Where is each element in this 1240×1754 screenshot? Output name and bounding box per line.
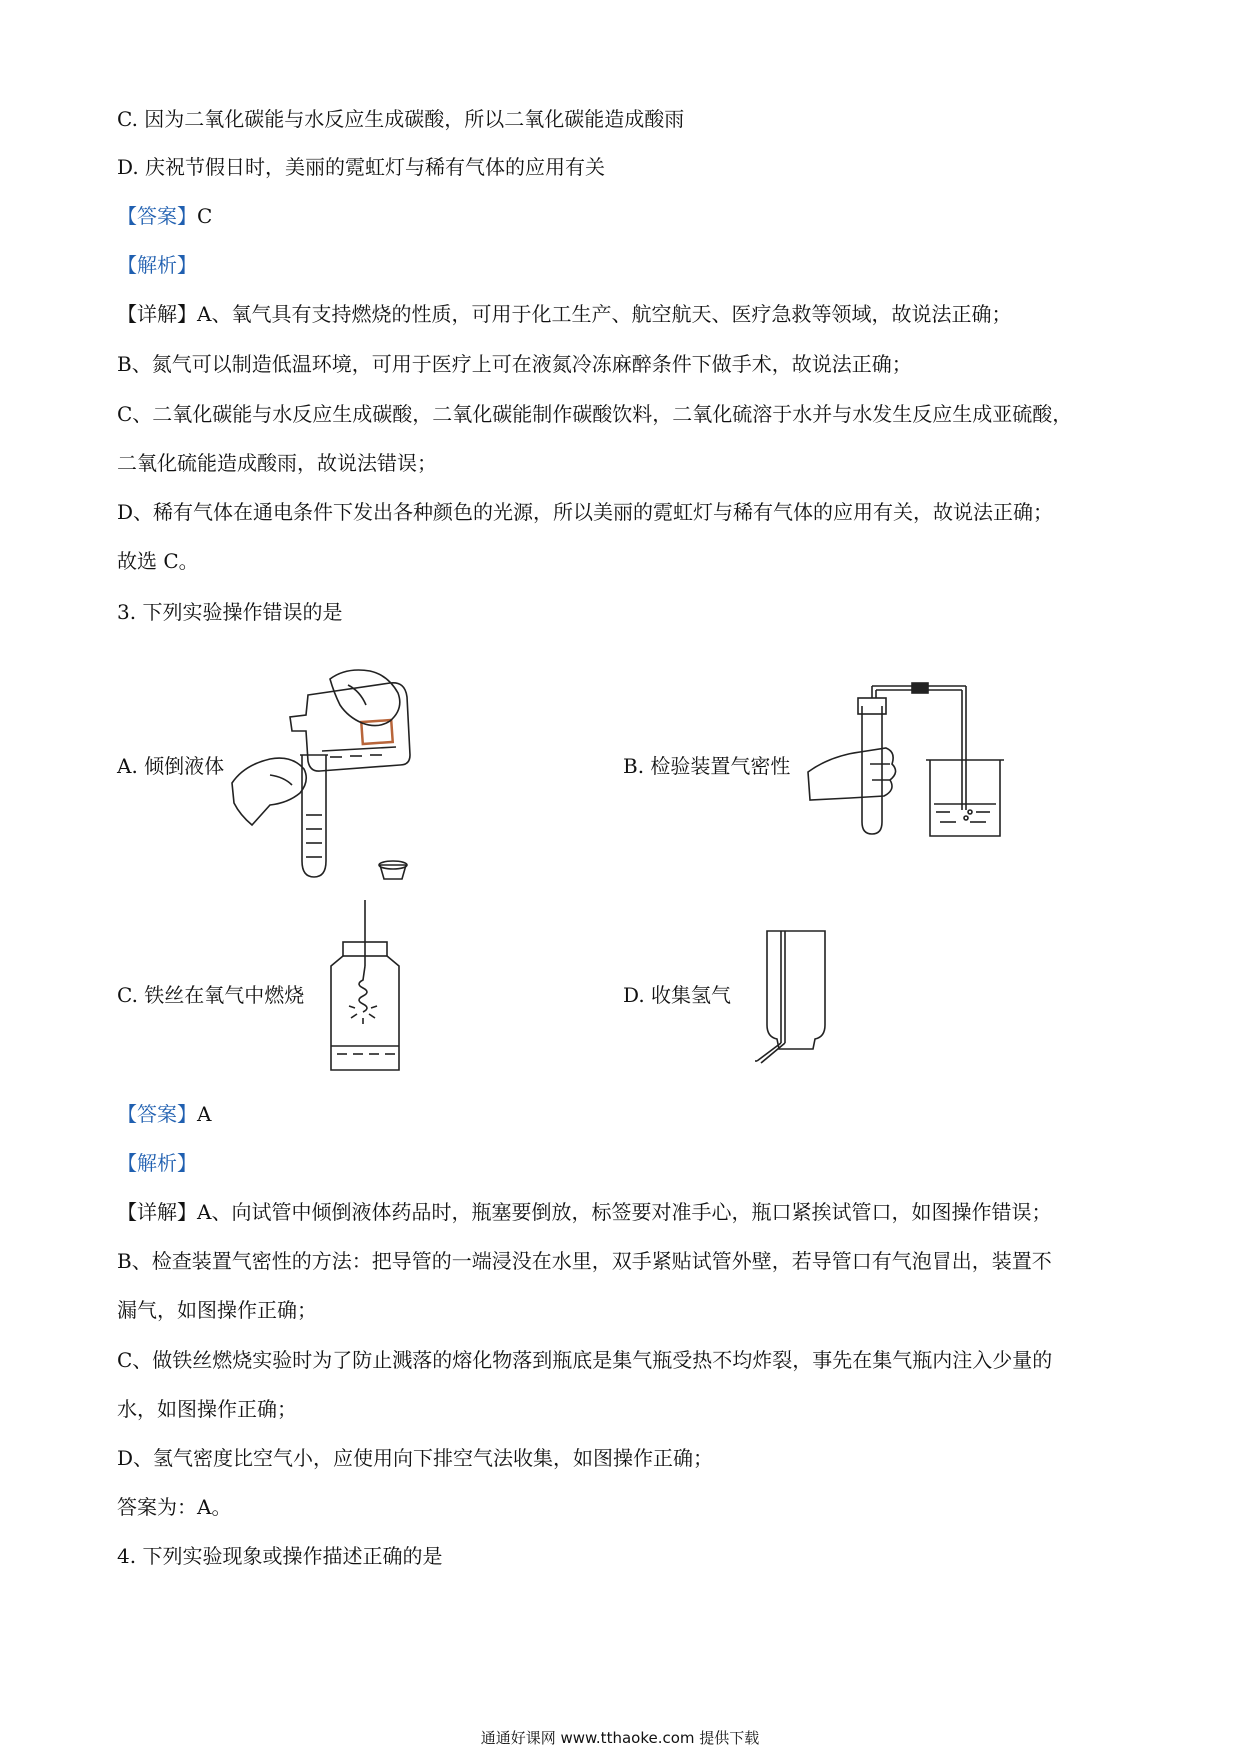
q2-option-c: C. 因为二氧化碳能与水反应生成碳酸，所以二氧化碳能造成酸雨	[117, 107, 685, 131]
detail-label: 【详解】	[117, 302, 197, 326]
detail-text: A、氧气具有支持燃烧的性质，可用于化工生产、航空航天、医疗急救等领域，故说法正确；	[197, 302, 1012, 326]
answer-label: 【答案】	[117, 1102, 197, 1126]
q3-answer	[117, 1100, 211, 1128]
q3-detail-c2: 水，如图操作正确；	[117, 1397, 297, 1421]
collecting-hydrogen-figure	[755, 925, 835, 1065]
q4-stem: 4. 下列实验现象或操作描述正确的是	[117, 1544, 443, 1568]
q3-option-d: D. 收集氢气	[623, 983, 732, 1007]
q3-analysis-label: 【解析】	[117, 1151, 197, 1175]
q3-option-b: B. 检验装置气密性	[623, 754, 791, 778]
answer-value: A	[197, 1102, 212, 1126]
q2-detail-b: B、氮气可以制造低温环境，可用于医疗上可在液氮冷冻麻醉条件下做手术，故说法正确；	[117, 352, 912, 376]
q2-detail-c2: 二氧化硫能造成酸雨，故说法错误；	[117, 451, 437, 475]
detail-text: A、向试管中倾倒液体药品时，瓶塞要倒放，标签要对准手心，瓶口紧挨试管口，如图操作错误；	[197, 1200, 1052, 1224]
q2-detail-a	[117, 300, 1011, 328]
q3-detail-c1: C、做铁丝燃烧实验时为了防止溅落的熔化物落到瓶底是集气瓶受热不均炸裂，事先在集气瓶内注入少量的	[117, 1348, 1053, 1372]
q3-option-c: C. 铁丝在氧气中燃烧	[117, 983, 305, 1007]
page-footer: 通通好课网 www.tthaoke.com 提供下载	[480, 1729, 760, 1747]
q2-option-d: D. 庆祝节假日时，美丽的霓虹灯与稀有气体的应用有关	[117, 155, 606, 179]
q3-detail-d: D、氢气密度比空气小，应使用向下排空气法收集，如图操作正确；	[117, 1446, 714, 1470]
pouring-liquid-figure	[230, 665, 460, 890]
q3-detail-a	[117, 1198, 1051, 1226]
q2-detail-c1: C、二氧化碳能与水反应生成碳酸，二氧化碳能制作碳酸饮料，二氧化硫溶于水并与水发生反应生成亚硫酸，	[117, 402, 1073, 426]
q2-conclusion: 故选 C。	[117, 549, 199, 573]
q2-answer	[117, 202, 212, 230]
q2-detail-d: D、稀有气体在通电条件下发出各种颜色的光源，所以美丽的霓虹灯与稀有气体的应用有关，故说法正确；	[117, 500, 1054, 524]
q3-conclusion: 答案为：A。	[117, 1495, 232, 1519]
answer-value: C	[197, 204, 213, 228]
airtightness-check-figure	[790, 680, 1030, 840]
answer-label: 【答案】	[117, 204, 197, 228]
q3-detail-b1: B、检查装置气密性的方法：把导管的一端浸没在水里，双手紧贴试管外壁，若导管口有气泡冒出，装置不	[117, 1249, 1052, 1273]
iron-wire-burning-figure	[325, 900, 405, 1075]
q2-analysis-label: 【解析】	[117, 253, 197, 277]
detail-label: 【详解】	[117, 1200, 197, 1224]
q3-stem: 3. 下列实验操作错误的是	[117, 600, 343, 624]
q3-option-a: A. 倾倒液体	[117, 754, 225, 778]
q3-detail-b2: 漏气，如图操作正确；	[117, 1298, 317, 1322]
